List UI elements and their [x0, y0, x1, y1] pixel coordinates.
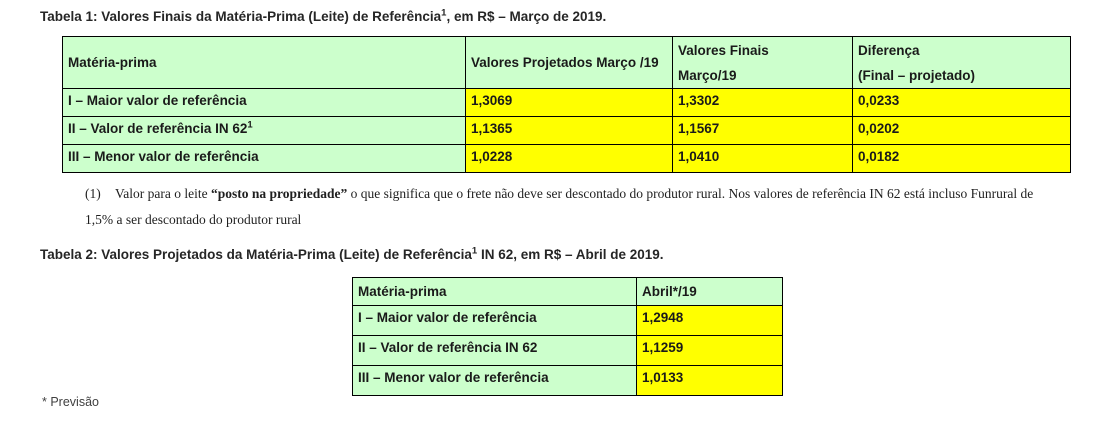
- table2-header-abril: [637, 278, 783, 306]
- table1-header-materia-prima: [63, 37, 466, 89]
- table2-title-superscript: 1: [471, 245, 478, 257]
- table1-footnote: [85, 181, 1052, 233]
- value-cell-abril: 1,2948: [637, 306, 783, 336]
- row-label-cell: [353, 336, 637, 366]
- value-cell-projetado: 1,0228: [466, 145, 673, 173]
- table-row: [63, 145, 1071, 173]
- table1-title-suffix: , em R$ – Março de 2019.: [446, 9, 607, 24]
- value-cell-diferenca: 0,0202: [853, 117, 1071, 145]
- table1-title: [40, 9, 606, 24]
- value-cell-abril: 1,1259: [637, 336, 783, 366]
- value-cell-diferenca: 0,0182: [853, 145, 1071, 173]
- table-row: [63, 117, 1071, 145]
- table2-title-suffix: IN 62, em R$ – Abril de 2019.: [477, 247, 664, 262]
- table1-header-row: [63, 37, 1071, 89]
- header-label: Abril*/19: [642, 284, 697, 299]
- header-label: Matéria-prima: [358, 284, 447, 299]
- row-label: I – Maior valor de referência: [358, 310, 537, 325]
- value-cell-final: 1,0410: [673, 145, 853, 173]
- value-cell-abril: 1,0133: [637, 366, 783, 396]
- row-label-cell: [63, 89, 466, 117]
- value-cell-final: 1,3302: [673, 89, 853, 117]
- value-cell-projetado: 1,3069: [466, 89, 673, 117]
- header-label-line2: Março/19: [678, 67, 737, 83]
- row-label-superscript: 1: [247, 119, 253, 131]
- table1-valores-finais: [62, 36, 1071, 173]
- table2-header-row: [353, 278, 783, 306]
- value-cell-projetado: 1,1365: [466, 117, 673, 145]
- header-label-line2: (Final – projetado): [858, 67, 976, 83]
- value-cell-diferenca: 0,0233: [853, 89, 1071, 117]
- table1-header-valores-projetados: [466, 37, 673, 89]
- table1-title-superscript: 1: [441, 7, 447, 19]
- row-label: II – Valor de referência IN 62: [358, 340, 538, 355]
- table-row: [353, 306, 783, 336]
- header-label: Valores Projetados Março /19: [471, 55, 659, 70]
- row-label-cell: [353, 366, 637, 396]
- row-label-cell: [63, 145, 466, 173]
- table-row: [353, 366, 783, 396]
- header-label-line1: Diferença: [858, 42, 920, 58]
- table-row: [63, 89, 1071, 117]
- table1-header-valores-finais: [673, 37, 853, 89]
- footnote-text: o que significa que o frete não deve ser descontado do produtor rural. Nos valores de referência IN 62 está incluso Funrural de 1,5% a ser descontado do produtor rural: [85, 186, 1034, 227]
- previsao-footnote: * Previsão: [42, 395, 99, 409]
- table1-header-diferenca: [853, 37, 1071, 89]
- table2-valores-projetados: [352, 277, 783, 396]
- row-label: III – Menor valor de referência: [68, 149, 259, 164]
- table-row: [353, 336, 783, 366]
- row-label: III – Menor valor de referência: [358, 370, 549, 385]
- table2-header-materia-prima: [353, 278, 637, 306]
- table2-title-text: Tabela 2: Valores Projetados da Matéria-Prima (Leite) de Referência: [40, 247, 472, 262]
- row-label-cell: [63, 117, 466, 145]
- value-cell-final: 1,1567: [673, 117, 853, 145]
- table1-title-text: Tabela 1: Valores Finais da Matéria-Prima (Leite) de Referência: [40, 9, 442, 24]
- footnote-marker: (1): [85, 186, 101, 201]
- footnote-text: Valor para o leite: [115, 186, 211, 201]
- row-label-cell: [353, 306, 637, 336]
- header-label: Matéria-prima: [68, 55, 157, 70]
- row-label: I – Maior valor de referência: [68, 93, 247, 108]
- footnote-bold-text: “posto na propriedade”: [210, 186, 348, 201]
- header-label-line1: Valores Finais: [678, 42, 769, 58]
- table2-title: [40, 247, 664, 262]
- row-label: II – Valor de referência IN 62: [68, 121, 248, 136]
